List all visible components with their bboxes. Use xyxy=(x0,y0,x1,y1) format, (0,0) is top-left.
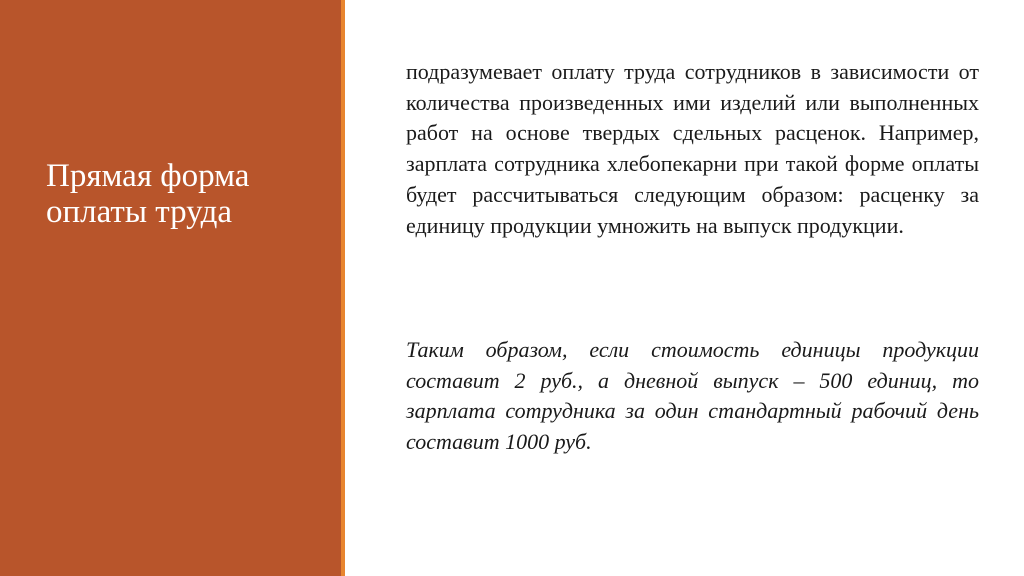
title-panel xyxy=(0,0,341,576)
definition-paragraph: подразумевает оплату труда сотрудников в зависимости от количества произведенных ими изделий или выполненных работ на основе твердых сдельных расценок. Например, зарплата сотрудника хлебопекарни при такой форме оплаты будет рассчитываться следующим образом: расценку за единицу продукции умножить на выпуск продукции. xyxy=(406,59,979,238)
slide-title: Прямая форма оплаты труда xyxy=(46,158,250,230)
accent-stripe xyxy=(341,0,345,576)
example-paragraph: Таким образом, если стоимость единицы продукции составит 2 руб., а дневной выпуск – 500 единиц, то зарплата сотрудника за один стандартный рабочий день составит 1000 руб. xyxy=(406,337,979,455)
